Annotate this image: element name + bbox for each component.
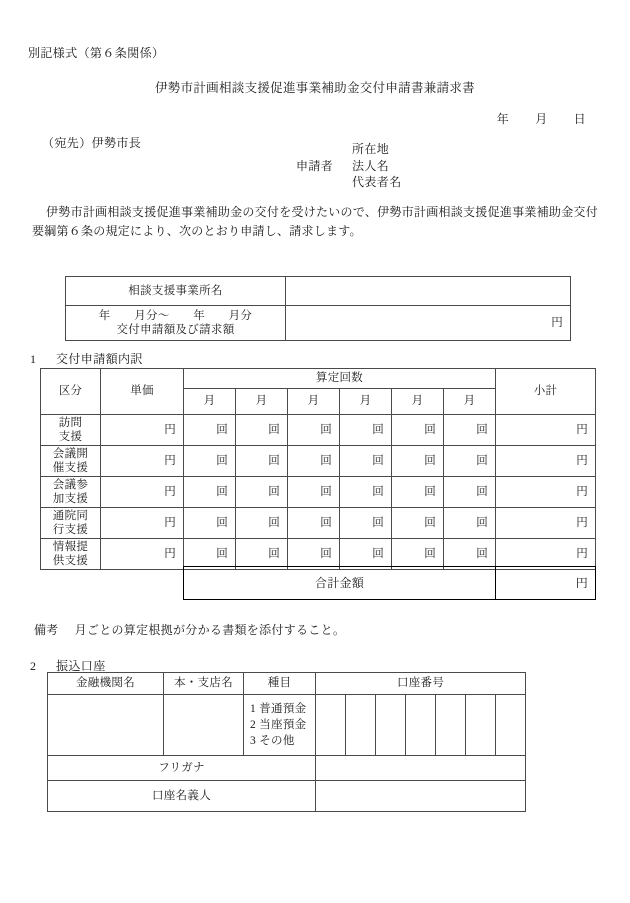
applicant-corporation-label: 法人名 xyxy=(352,158,390,173)
remarks-text: 月ごとの算定根拠が分かる書類を添付すること。 xyxy=(74,623,346,637)
row-label-houmon xyxy=(41,415,101,446)
section2-title: 振込口座 xyxy=(56,659,106,673)
header-account-type: 種目 xyxy=(244,673,316,695)
subtotal-cell[interactable]: 円 xyxy=(496,539,596,570)
total-amount-value[interactable]: 円 xyxy=(496,567,596,600)
row-label-line2: 供支援 xyxy=(52,555,89,567)
header-month-3: 月 xyxy=(288,389,340,415)
unit-price-cell[interactable]: 円 xyxy=(101,446,184,477)
branch-input[interactable] xyxy=(164,695,244,756)
section1-heading xyxy=(30,350,143,367)
count-cell[interactable]: 回 xyxy=(184,539,236,570)
row-label-line2: 行支援 xyxy=(52,524,89,536)
account-digit-cell[interactable] xyxy=(346,695,376,756)
date-line xyxy=(497,110,586,127)
account-type-option-2[interactable]: 2 当座預金 xyxy=(250,719,307,731)
section1-title: 交付申請額内訳 xyxy=(56,352,143,366)
bank-header-row xyxy=(48,673,526,695)
office-name-label: 相談支援事業所名 xyxy=(66,277,286,306)
count-cell[interactable]: 回 xyxy=(444,415,496,446)
account-digit-cell[interactable] xyxy=(376,695,406,756)
claim-amount-value[interactable]: 円 xyxy=(286,306,571,341)
claim-period-line1: 年 月分～ 年 月分 xyxy=(98,309,253,322)
table-row xyxy=(184,567,596,600)
table-row xyxy=(48,695,526,756)
count-cell[interactable]: 回 xyxy=(444,446,496,477)
header-month-5: 月 xyxy=(392,389,444,415)
header-calculation-count: 算定回数 xyxy=(184,369,496,389)
subtotal-cell[interactable]: 円 xyxy=(496,446,596,477)
row-label-line2: 催支援 xyxy=(52,462,89,474)
count-cell[interactable]: 回 xyxy=(340,415,392,446)
count-cell[interactable]: 回 xyxy=(288,415,340,446)
unit-price-cell[interactable]: 円 xyxy=(101,477,184,508)
table-row xyxy=(41,477,596,508)
row-label-line1: 訪問 xyxy=(58,417,83,429)
account-digit-cell[interactable] xyxy=(406,695,436,756)
row-label-line1: 情報提 xyxy=(52,541,89,553)
date-day-label: 日 xyxy=(573,112,586,126)
furigana-input[interactable] xyxy=(316,756,526,781)
office-amount-table xyxy=(65,276,571,341)
count-cell[interactable]: 回 xyxy=(184,477,236,508)
row-label-jouhou-teikyou xyxy=(41,539,101,570)
count-cell[interactable]: 回 xyxy=(236,415,288,446)
header-unit-price: 単価 xyxy=(101,369,184,415)
breakdown-header-row-1 xyxy=(41,369,596,389)
table-row xyxy=(41,539,596,570)
account-digit-cell[interactable] xyxy=(496,695,526,756)
body-paragraph xyxy=(32,203,598,241)
date-year-label: 年 xyxy=(496,112,510,126)
count-cell[interactable]: 回 xyxy=(444,539,496,570)
subtotal-cell[interactable]: 円 xyxy=(496,477,596,508)
subtotal-cell[interactable]: 円 xyxy=(496,508,596,539)
count-cell[interactable]: 回 xyxy=(236,508,288,539)
claim-period-label xyxy=(66,306,286,341)
count-cell[interactable]: 回 xyxy=(444,477,496,508)
count-cell[interactable]: 回 xyxy=(236,477,288,508)
count-cell[interactable]: 回 xyxy=(184,508,236,539)
row-label-tsuin-dokou xyxy=(41,508,101,539)
count-cell[interactable]: 回 xyxy=(340,508,392,539)
row-label-line1: 会議参 xyxy=(52,479,89,491)
applicant-block xyxy=(296,141,402,191)
unit-price-cell[interactable]: 円 xyxy=(101,415,184,446)
date-month-label: 月 xyxy=(535,112,548,126)
unit-price-cell[interactable]: 円 xyxy=(101,508,184,539)
account-holder-label: 口座名義人 xyxy=(48,781,316,812)
table-row xyxy=(41,446,596,477)
header-month-1: 月 xyxy=(184,389,236,415)
body-paragraph-text: 伊勢市計画相談支援促進事業補助金の交付を受けたいので、伊勢市計画相談支援促進事業補助金交付要綱第６条の規定により、次のとおり申請し、請求します。 xyxy=(32,205,598,238)
count-cell[interactable]: 回 xyxy=(184,446,236,477)
count-cell[interactable]: 回 xyxy=(392,539,444,570)
applicant-label: 申請者 xyxy=(296,158,334,173)
count-cell[interactable]: 回 xyxy=(392,415,444,446)
account-type-options[interactable] xyxy=(244,695,316,756)
header-month-6: 月 xyxy=(444,389,496,415)
unit-price-cell[interactable]: 円 xyxy=(101,539,184,570)
count-cell[interactable]: 回 xyxy=(236,539,288,570)
row-label-line1: 通院同 xyxy=(52,510,89,522)
office-name-value[interactable] xyxy=(286,277,571,306)
header-institution: 金融機関名 xyxy=(48,673,164,695)
remarks-label: 備考 xyxy=(34,623,59,637)
table-row xyxy=(48,756,526,781)
section2-number: 2 xyxy=(30,659,37,673)
breakdown-table xyxy=(40,368,596,570)
addressee: （宛先）伊勢市長 xyxy=(42,136,142,150)
row-label-line2: 加支援 xyxy=(52,493,89,505)
subtotal-cell[interactable]: 円 xyxy=(496,415,596,446)
header-kubun: 区分 xyxy=(41,369,101,415)
institution-input[interactable] xyxy=(48,695,164,756)
row-label-line1: 会議開 xyxy=(52,448,89,460)
section1-number: 1 xyxy=(30,352,37,366)
count-cell[interactable]: 回 xyxy=(392,446,444,477)
account-type-option-1[interactable]: 1 普通預金 xyxy=(250,703,307,715)
count-cell[interactable]: 回 xyxy=(340,477,392,508)
table-row xyxy=(66,306,571,341)
header-subtotal: 小計 xyxy=(496,369,596,415)
count-cell[interactable]: 回 xyxy=(288,477,340,508)
count-cell[interactable]: 回 xyxy=(288,446,340,477)
count-cell[interactable]: 回 xyxy=(288,539,340,570)
account-digit-cell[interactable] xyxy=(436,695,466,756)
applicant-representative-label: 代表者名 xyxy=(352,175,402,189)
count-cell[interactable]: 回 xyxy=(184,415,236,446)
table-row xyxy=(48,781,526,812)
remarks-line xyxy=(34,621,345,638)
header-month-4: 月 xyxy=(340,389,392,415)
table-row xyxy=(41,415,596,446)
account-digit-cell[interactable] xyxy=(316,695,346,756)
page-title: 伊勢市計画相談支援促進事業補助金交付申請書兼請求書 xyxy=(154,81,475,95)
row-label-kaigi-sanka xyxy=(41,477,101,508)
row-label-kaigi-kaisai xyxy=(41,446,101,477)
form-code: 別記様式（第６条関係） xyxy=(28,46,165,60)
table-row xyxy=(41,508,596,539)
header-month-2: 月 xyxy=(236,389,288,415)
count-cell[interactable]: 回 xyxy=(392,508,444,539)
count-cell[interactable]: 回 xyxy=(444,508,496,539)
applicant-fields xyxy=(352,141,402,191)
table-row xyxy=(66,277,571,306)
claim-period-line2: 交付申請額及び請求額 xyxy=(116,324,235,336)
account-type-option-3[interactable]: 3 その他 xyxy=(250,735,295,747)
header-account-number: 口座番号 xyxy=(316,673,526,695)
applicant-address-label: 所在地 xyxy=(352,142,390,156)
total-amount-row xyxy=(183,566,596,600)
account-holder-input[interactable] xyxy=(316,781,526,812)
total-amount-label: 合計金額 xyxy=(184,567,496,600)
furigana-label: フリガナ xyxy=(48,756,316,781)
bank-account-table xyxy=(47,672,526,812)
count-cell[interactable]: 回 xyxy=(236,446,288,477)
account-digit-cell[interactable] xyxy=(466,695,496,756)
count-cell[interactable]: 回 xyxy=(392,477,444,508)
header-branch: 本・支店名 xyxy=(164,673,244,695)
count-cell[interactable]: 回 xyxy=(288,508,340,539)
count-cell[interactable]: 回 xyxy=(340,446,392,477)
count-cell[interactable]: 回 xyxy=(340,539,392,570)
row-label-line2: 支援 xyxy=(58,431,83,443)
